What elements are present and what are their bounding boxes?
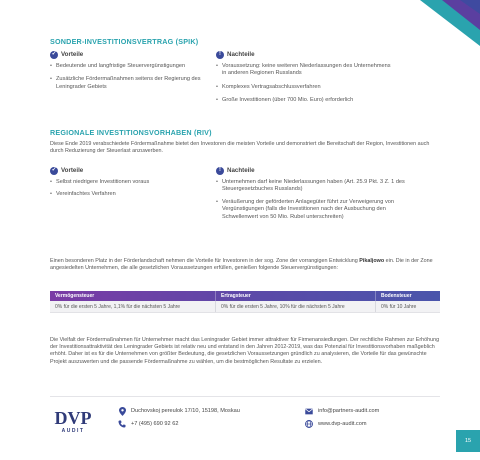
email-text: info@partners-audit.com [318,408,380,414]
riv-title: REGIONALE INVESTITIONSVORHABEN (RIV) [50,128,212,137]
list-item: • Unternehmen darf keine Niederlassungen haben (Art. 25.9 Pkt. 3 Z. 1 des Steuergesetzbuches Russlands) [216,179,416,194]
globe-icon [305,420,313,428]
spik-title: SONDER-INVESTITIONSVERTRAG (SPIK) [50,37,199,46]
pikalevo-paragraph [50,258,440,272]
contact-phone[interactable] [118,420,178,428]
dvp-logo [50,405,96,435]
phone-icon [118,420,126,428]
riv-cons-label: Nachteile [227,167,255,175]
table-cell: 0% für 10 Jahre [375,301,440,312]
page-number: 15 [456,430,480,452]
header-profit-tax: Ertragsteuer [215,291,375,301]
check-icon: ✓ [51,51,57,58]
riv-pros [50,167,210,202]
contact-web[interactable] [305,420,367,428]
spik-pros-label: Vorteile [61,51,84,59]
exclamation-icon: ! [216,167,224,175]
location-pin-icon [118,407,126,415]
table-header [50,291,440,301]
spik-pros [50,51,210,94]
corner-decoration [420,0,480,46]
table-row [50,301,440,313]
list-item: • Große Investitionen (über 700 Mio. Euro) erforderlich [216,97,396,104]
web-text: www.dvp-audit.com [318,421,367,427]
address-text: Duchovskoj pereulok 17/10, 15198, Moskau [131,408,240,414]
pikalevo-text-after: ein. Die in der Zone angesiedelten Unternehmen, die alle gesetzlichen Voraussetzungen erfüllen, genießen folgende Steuervergünstigungen: [50,258,433,272]
spik-pros-heading [50,51,210,59]
list-item: • Selbst niedrigere Investitionen voraus [50,179,210,186]
spik-cons [216,51,396,108]
spik-cons-heading [216,51,396,59]
list-item: • Vereinfachtes Verfahren [50,191,210,198]
list-item: • Voraussetzung: keine weiteren Niederlassungen des Unternehmens in anderen Regionen Russlands [216,63,396,78]
riv-pros-label: Vorteile [61,167,84,175]
logo-text: DVP [54,408,92,428]
list-item: • Zusätzliche Fördermaßnahmen seitens der Regierung des Leningrader Gebiets [50,76,210,91]
riv-pros-heading [50,167,210,175]
list-item: • Veräußerung der geförderten Anlagegüter führt zur Verweigerung von Vergünstigungen (falls die Investitionen nach der Ausbuchung den Schwellenwert von 50 Mio. Rubel unterschreiten) [216,199,416,221]
footer-divider [50,396,440,397]
table-cell: 0% für die ersten 5 Jahre, 1,1% für die nächsten 5 Jahre [55,303,181,310]
list-item: • Bedeutende und langfristige Steuervergünstigungen [50,63,210,70]
header-land-tax: Bodensteuer [375,291,440,301]
list-item: • Komplexes Vertragsabschlussverfahren [216,84,396,91]
tax-table [50,291,440,313]
conclusion-paragraph: Die Vielfalt der Fördermaßnahmen für Unternehmer macht das Leningrader Gebiet immer attraktiver für Firmenansiedlungen. Der rechtliche Rahmen zur Erhöhung der Investitionsattraktivität des Leningrader Gebiets ist relativ neu und entstand in den Jahren 2012-2019, was das Potenzial für Investitionsvorhaben maßgeblich erhöht. Daher ist es für die Unternehmen von größter Bedeutung, die gesetzlichen Voraussetzungen gründlich zu analysieren, die Vorteile für das gewünschte Projekt auszuwerten und die passende Fördermaßnahme zu wählen, um die bestmöglichen Resultate zu erzielen. [50,337,440,365]
check-icon: ✓ [51,167,57,174]
pikalevo-text-before: Einen besonderen Platz in der Förderlandschaft nehmen die Vorteile für Investoren in der sog. Zone der vorrangigen Entwicklung [50,258,360,264]
pikalevo-place: Pikaljowo [359,258,385,264]
contact-address [118,407,240,415]
riv-cons-heading [216,167,416,175]
spik-cons-label: Nachteile [227,51,255,59]
header-property-tax: Vermögensteuer [55,293,95,299]
table-cell: 0% für die ersten 5 Jahre, 10% für die nächsten 5 Jahre [215,301,375,312]
contact-email[interactable] [305,407,379,415]
mail-icon [305,407,313,415]
exclamation-icon: ! [216,51,224,59]
riv-intro: Diese Ende 2019 verabschiedete Fördermaßnahme bietet den Investoren die meisten Vorteile und demonstriert die Bereitschaft der Region, Investitionen auch durch Reduzierung der Steuerlast anzuwerben. [50,141,430,155]
phone-text: +7 (495) 690 92 62 [131,421,179,427]
riv-cons [216,167,416,224]
logo-subtext: AUDIT [61,428,85,434]
